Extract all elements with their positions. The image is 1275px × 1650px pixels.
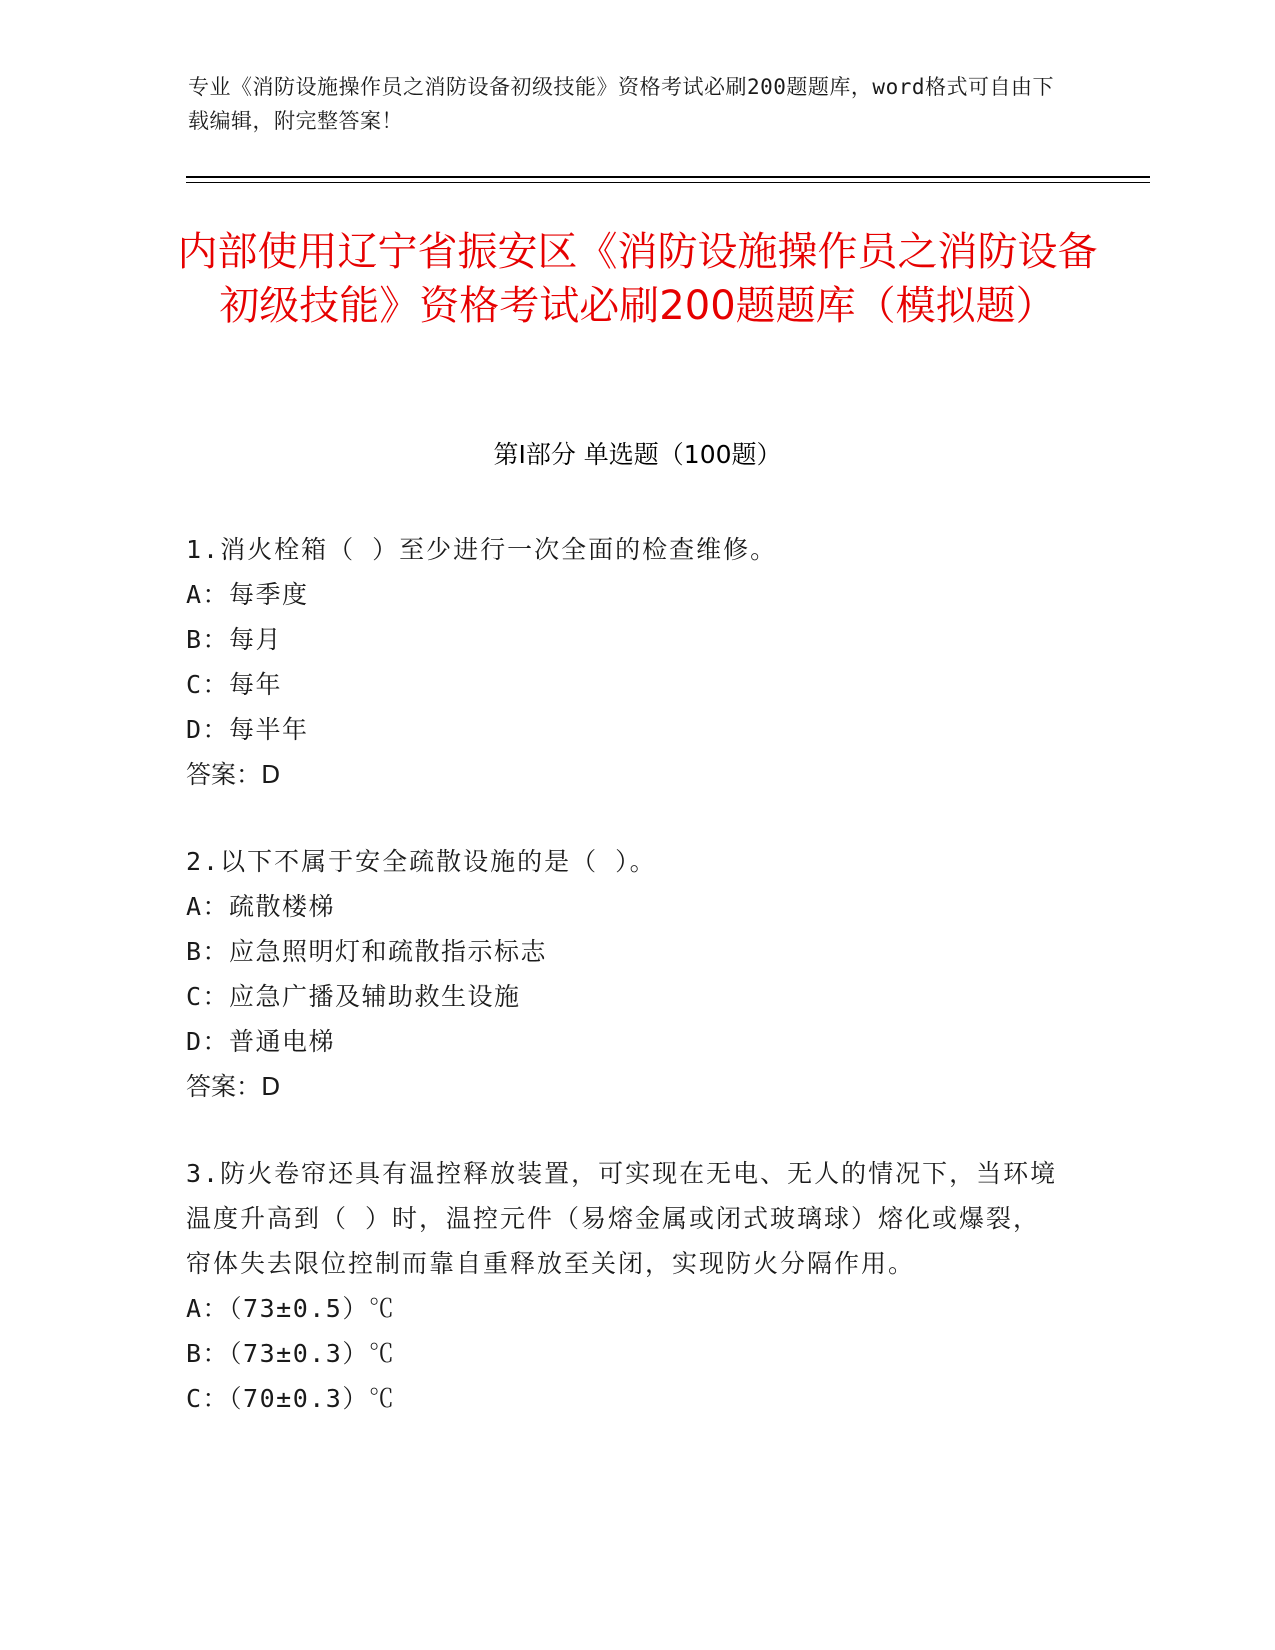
question-3 (186, 1151, 1066, 1421)
option-d: D：每半年 (186, 715, 309, 744)
question-stem: 3.防火卷帘还具有温控释放装置，可实现在无电、无人的情况下，当环境温度升高到（ ）时，温控元件（易熔金属或闭式玻璃球）熔化或爆裂，帘体失去限位控制而靠自重释放至关闭，实现防火分隔作用。 (186, 1159, 1058, 1278)
option-d: D：普通电梯 (186, 1027, 336, 1056)
header-divider-thin (186, 182, 1150, 183)
option-b: B：每月 (186, 625, 283, 654)
question-list (186, 527, 1066, 1463)
option-a: A：疏散楼梯 (186, 892, 336, 921)
question-stem: 2.以下不属于安全疏散设施的是（ ）。 (186, 847, 657, 876)
option-c: C：应急广播及辅助救生设施 (186, 982, 521, 1011)
question-1 (186, 527, 1066, 797)
option-a: A：每季度 (186, 580, 309, 609)
option-c: C：每年 (186, 670, 283, 699)
question-2 (186, 839, 1066, 1109)
option-a: A：（73±0.5）℃ (186, 1294, 396, 1323)
header-note: 专业《消防设施操作员之消防设备初级技能》资格考试必刷200题题库，word格式可自由下载编辑，附完整答案！ (188, 75, 1054, 133)
header-divider-thick (186, 176, 1150, 178)
question-stem: 1.消火栓箱（ ）至少进行一次全面的检查维修。 (186, 535, 778, 564)
option-c: C：（70±0.3）℃ (186, 1384, 396, 1413)
answer-text: 答案：D (186, 1072, 281, 1101)
section-title: 第Ⅰ部分 单选题（100题） (493, 440, 782, 469)
option-b: B：应急照明灯和疏散指示标志 (186, 937, 548, 966)
option-b: B：（73±0.3）℃ (186, 1339, 396, 1368)
answer-text: 答案：D (186, 760, 281, 789)
document-title: 内部使用辽宁省振安区《消防设施操作员之消防设备初级技能》资格考试必刷200题题库（模拟题） (177, 229, 1098, 329)
